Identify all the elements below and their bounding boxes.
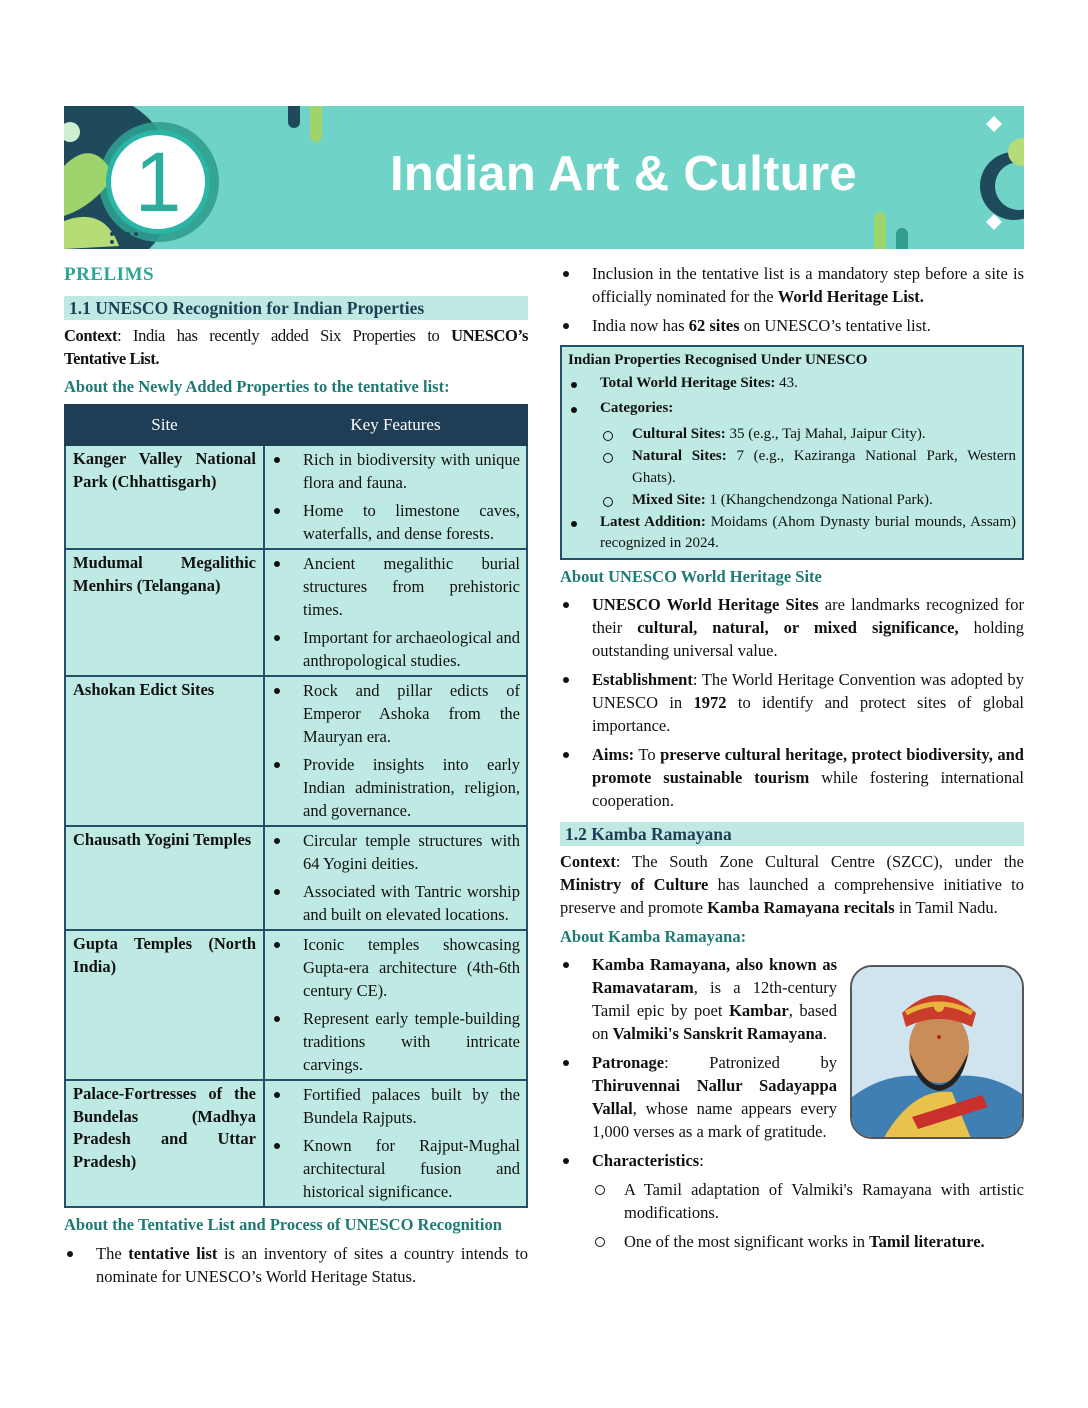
prelims-heading: PRELIMS bbox=[64, 264, 155, 285]
about-tentative-heading: About the Tentative List and Process of UNESCO Recognition bbox=[64, 1215, 502, 1234]
feature-item: Associated with Tantric worship and built on elevated locations. bbox=[271, 880, 520, 926]
about-kamba-heading: About Kamba Ramayana: bbox=[560, 926, 747, 946]
list-item: India now has 62 sites on UNESCO’s tentative list. bbox=[560, 314, 1024, 337]
site-name: Ashokan Edict Sites bbox=[65, 676, 264, 826]
site-name: Palace-Fortresses of the Bundelas (Madhya Pradesh and Uttar Pradesh) bbox=[65, 1080, 264, 1207]
section-heading-1-1: 1.1 UNESCO Recognition for Indian Properties bbox=[64, 296, 528, 320]
context-paragraph: Context: The South Zone Cultural Centre (SZCC), under the Ministry of Culture has launched a comprehensive initiative to preserve and promote Kamba Ramayana recitals in Tamil Nadu. bbox=[560, 851, 1024, 917]
table-row bbox=[65, 1080, 527, 1207]
table-header-features: Key Features bbox=[264, 405, 527, 445]
left-column bbox=[64, 262, 528, 1288]
table-row bbox=[65, 445, 527, 549]
section-heading-1-2: 1.2 Kamba Ramayana bbox=[560, 822, 1024, 846]
list-item: One of the most significant works in Tamil literature. bbox=[592, 1230, 1024, 1253]
about-new-heading: About the Newly Added Properties to the tentative list: bbox=[64, 377, 450, 396]
list-item: Mixed Site: 1 (Khangchendzonga National Park). bbox=[600, 490, 1016, 512]
tentative-list bbox=[64, 1242, 528, 1288]
list-item: Patronage: Patronized by Thiruvennai Nallur Sadayappa Vallal, whose name appears every 1,000 verses as a mark of gratitude. bbox=[560, 1051, 1024, 1143]
list-item: UNESCO World Heritage Sites are landmarks recognized for their cultural, natural, or mixed significance, holding outstanding universal value. bbox=[560, 593, 1024, 662]
list-item: Aims: To preserve cultural heritage, protect biodiversity, and promote sustainable tourism while fostering international cooperation. bbox=[560, 743, 1024, 812]
feature-item: Iconic temples showcasing Gupta-era architecture (4th-6th century CE). bbox=[271, 933, 520, 1002]
tentative-bullets bbox=[560, 262, 1024, 337]
feature-item: Ancient megalithic burial structures from prehistoric times. bbox=[271, 552, 520, 621]
list-item: A Tamil adaptation of Valmiki's Ramayana with artistic modifications. bbox=[592, 1178, 1024, 1224]
table-row bbox=[65, 930, 527, 1080]
feature-item: Represent early temple-building traditions with intricate carvings. bbox=[271, 1007, 520, 1076]
feature-item: Known for Rajput-Mughal architectural fusion and historical significance. bbox=[271, 1134, 520, 1203]
list-item: Total World Heritage Sites: 43. bbox=[568, 373, 1016, 395]
chapter-number: 1 bbox=[106, 130, 210, 234]
feature-item: Circular temple structures with 64 Yogini deities. bbox=[271, 829, 520, 875]
site-name: Kanger Valley National Park (Chhattisgarh) bbox=[65, 445, 264, 549]
site-name: Mudumal Megalithic Menhirs (Telangana) bbox=[65, 549, 264, 676]
feature-item: Provide insights into early Indian administration, religion, and governance. bbox=[271, 753, 520, 822]
list-item: Kamba Ramayana, also known as Ramavataram, is a 12th-century Tamil epic by poet Kambar, based on Valmiki's Sanskrit Ramayana. bbox=[560, 953, 837, 1045]
list-item: Categories: Cultural Sites: 35 (e.g., Taj Mahal, Jaipur City). Natural Sites: 7 (e.g., Kaziranga National Park, Western Ghats). Mixed Site: 1 (Khangchendzonga National Park). bbox=[568, 398, 1016, 512]
feature-item: Rock and pillar edicts of Emperor Ashoka from the Mauryan era. bbox=[271, 679, 520, 748]
kambar-portrait-image bbox=[850, 965, 1024, 1139]
list-item: Latest Addition: Moidams (Ahom Dynasty burial mounds, Assam) recognized in 2024. bbox=[568, 512, 1016, 555]
chapter-title: Indian Art & Culture bbox=[390, 147, 857, 201]
table-header-site: Site bbox=[65, 405, 264, 445]
list-item: Establishment: The World Heritage Convention was adopted by UNESCO in 1972 to identify and protect sites of global importance. bbox=[560, 668, 1024, 737]
feature-item: Fortified palaces built by the Bundela Rajputs. bbox=[271, 1083, 520, 1129]
chapter-banner bbox=[64, 106, 1024, 249]
feature-item: Rich in biodiversity with unique flora and fauna. bbox=[271, 448, 520, 494]
whs-list bbox=[560, 593, 1024, 812]
list-item: Inclusion in the tentative list is a mandatory step before a site is officially nominated for the World Heritage List. bbox=[560, 262, 1024, 308]
feature-item: Home to limestone caves, waterfalls, and dense forests. bbox=[271, 499, 520, 545]
box-title: Indian Properties Recognised Under UNESCO bbox=[568, 352, 868, 368]
table-row bbox=[65, 549, 527, 676]
list-item: Cultural Sites: 35 (e.g., Taj Mahal, Jaipur City). bbox=[600, 424, 1016, 446]
unesco-properties-box bbox=[560, 345, 1024, 560]
about-whs-heading: About UNESCO World Heritage Site bbox=[560, 566, 822, 586]
list-item: Natural Sites: 7 (e.g., Kaziranga National Park, Western Ghats). bbox=[600, 446, 1016, 489]
site-name: Gupta Temples (North India) bbox=[65, 930, 264, 1080]
properties-table bbox=[64, 404, 528, 1208]
context-paragraph: Context: India has recently added Six Properties to UNESCO’s Tentative List. bbox=[64, 326, 528, 368]
feature-item: Important for archaeological and anthropological studies. bbox=[271, 626, 520, 672]
table-row bbox=[65, 826, 527, 930]
site-name: Chausath Yogini Temples bbox=[65, 826, 264, 930]
list-item: Characteristics: A Tamil adaptation of Valmiki's Ramayana with artistic modifications. One of the most significant works in Tamil literature. bbox=[560, 1149, 1024, 1253]
list-item: The tentative list is an inventory of sites a country intends to nominate for UNESCO’s World Heritage Status. bbox=[64, 1242, 528, 1288]
table-row bbox=[65, 676, 527, 826]
